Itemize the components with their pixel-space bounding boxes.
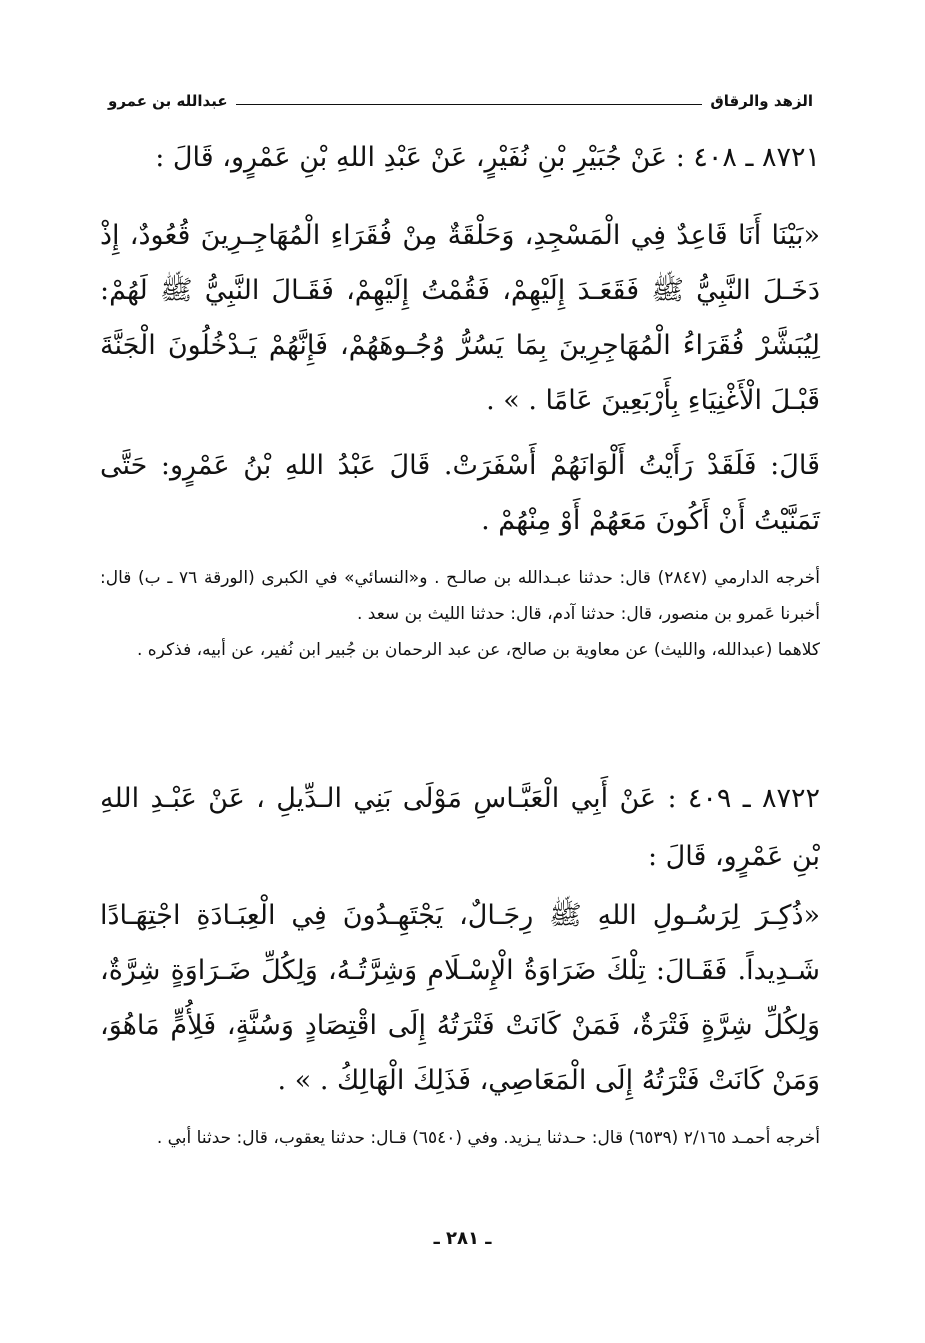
book-title: الزهد والرقاق — [710, 92, 813, 110]
running-header — [108, 86, 813, 116]
hadith-2-heading: ٨٧٢٢ ـ ٤٠٩ : عَنْ أَبِي الْعَبَّـاسِ مَوْلَى بَنِي الـدِّيلِ ، عَنْ عَبْـدِ اللهِ بْنِ عَمْرٍو، قَالَ : — [100, 783, 820, 872]
header-rule — [236, 104, 703, 105]
takhrij-paragraph: كلاهما (عبدالله، والليث) عن معاوية بن صالح، عن عبد الرحمان بن جُبير ابن نُفير، عن أبيه، فذكره . — [137, 640, 820, 660]
hadith-2-takhrij — [100, 1120, 820, 1156]
page-number: ـ ٢٨١ ـ — [433, 1228, 492, 1249]
takhrij-paragraph: أخرجه الدارمي (٢٨٤٧) قال: حدثنا عبـدالله بن صالـح . و«النسائي» في الكبرى (الورقة ٧٦ ـ ب) قال: أخبرنا عَمرو بن منصور، قال: حدثنا آدم، قال: حدثنا الليث بن سعد . — [100, 568, 821, 624]
hadith-1-continuation: قَالَ: فَلَقَدْ رَأَيْتُ أَلْوَانَهُمْ أَسْفَرَتْ. قَالَ عَبْدُ اللهِ بْنُ عَمْرٍو: حَتَّى تَمَنَّيْتُ أَنْ أَكُونَ مَعَهُمْ أَوْ مِنْهُمْ . — [100, 450, 820, 536]
hadith-1-takhrij — [100, 560, 820, 668]
hadith-1-heading: ٨٧٢١ ـ ٤٠٨ : عَنْ جُبَيْرِ بْنِ نُفَيْرٍ، عَنْ عَبْدِ اللهِ بْنِ عَمْرٍو، قَالَ : — [155, 142, 820, 173]
hadith-1-text: «بَيْنَا أَنَا قَاعِدٌ فِي الْمَسْجِدِ، وَحَلْقَةٌ مِنْ فُقَرَاءِ الْمُهَاجِـرِينَ قُعُودٌ، إِذْ دَخَـلَ النَّبِيُّ ﷺ فَقَعَـدَ إِلَيْهِمْ، فَقُمْتُ إِلَيْهِمْ، فَقَـالَ النَّبِيُّ ﷺ لَهُمْ: لِيُبَشَّرْ فُقَرَاءُ الْمُهَاجِرِينَ بِمَا يَسُرُّ وُجُـوهَهُمْ، فَإِنَّهُمْ يَـدْخُلُونَ الْجَنَّةَ قَبْـلَ الْأَغْنِيَاءِ بِأَرْبَعِينَ عَامًا . » . — [100, 220, 820, 416]
takhrij-paragraph: أخرجه أحمـد ٢/١٦٥ (٦٥٣٩) قال: حـدثنا يـزيد. وفي (٦٥٤٠) قـال: حدثنا يعقوب، قال: حدثنا أبي . — [156, 1128, 820, 1148]
hadith-2-text: «ذُكِـرَ لِرَسُـولِ اللهِ ﷺ رِجَـالٌ، يَجْتَهِـدُونَ فِي الْعِبَـادَةِ اجْتِهَـادًا شَـدِيداً. فَقَـالَ: تِلْكَ ضَرَاوَةُ الْإِسْـلَامِ وَشِرَّتُـهُ، وَلِكُلِّ ضَـرَاوَةٍ شِرَّةٌ، وَلِكُلِّ شِرَّةٍ فَتْرَةٌ، فَمَنْ كَانَتْ فَتْرَتُهُ إِلَى اقْتِصَادٍ وَسُنَّةٍ، فَلِأُمٍّ مَاهُوَ، وَمَنْ كَانَتْ فَتْرَتُهُ إِلَى الْمَعَاصِي، فَذَلِكَ الْهَالِكُ . » . — [100, 900, 820, 1096]
section-title: عبدالله بن عمرو — [108, 92, 228, 110]
